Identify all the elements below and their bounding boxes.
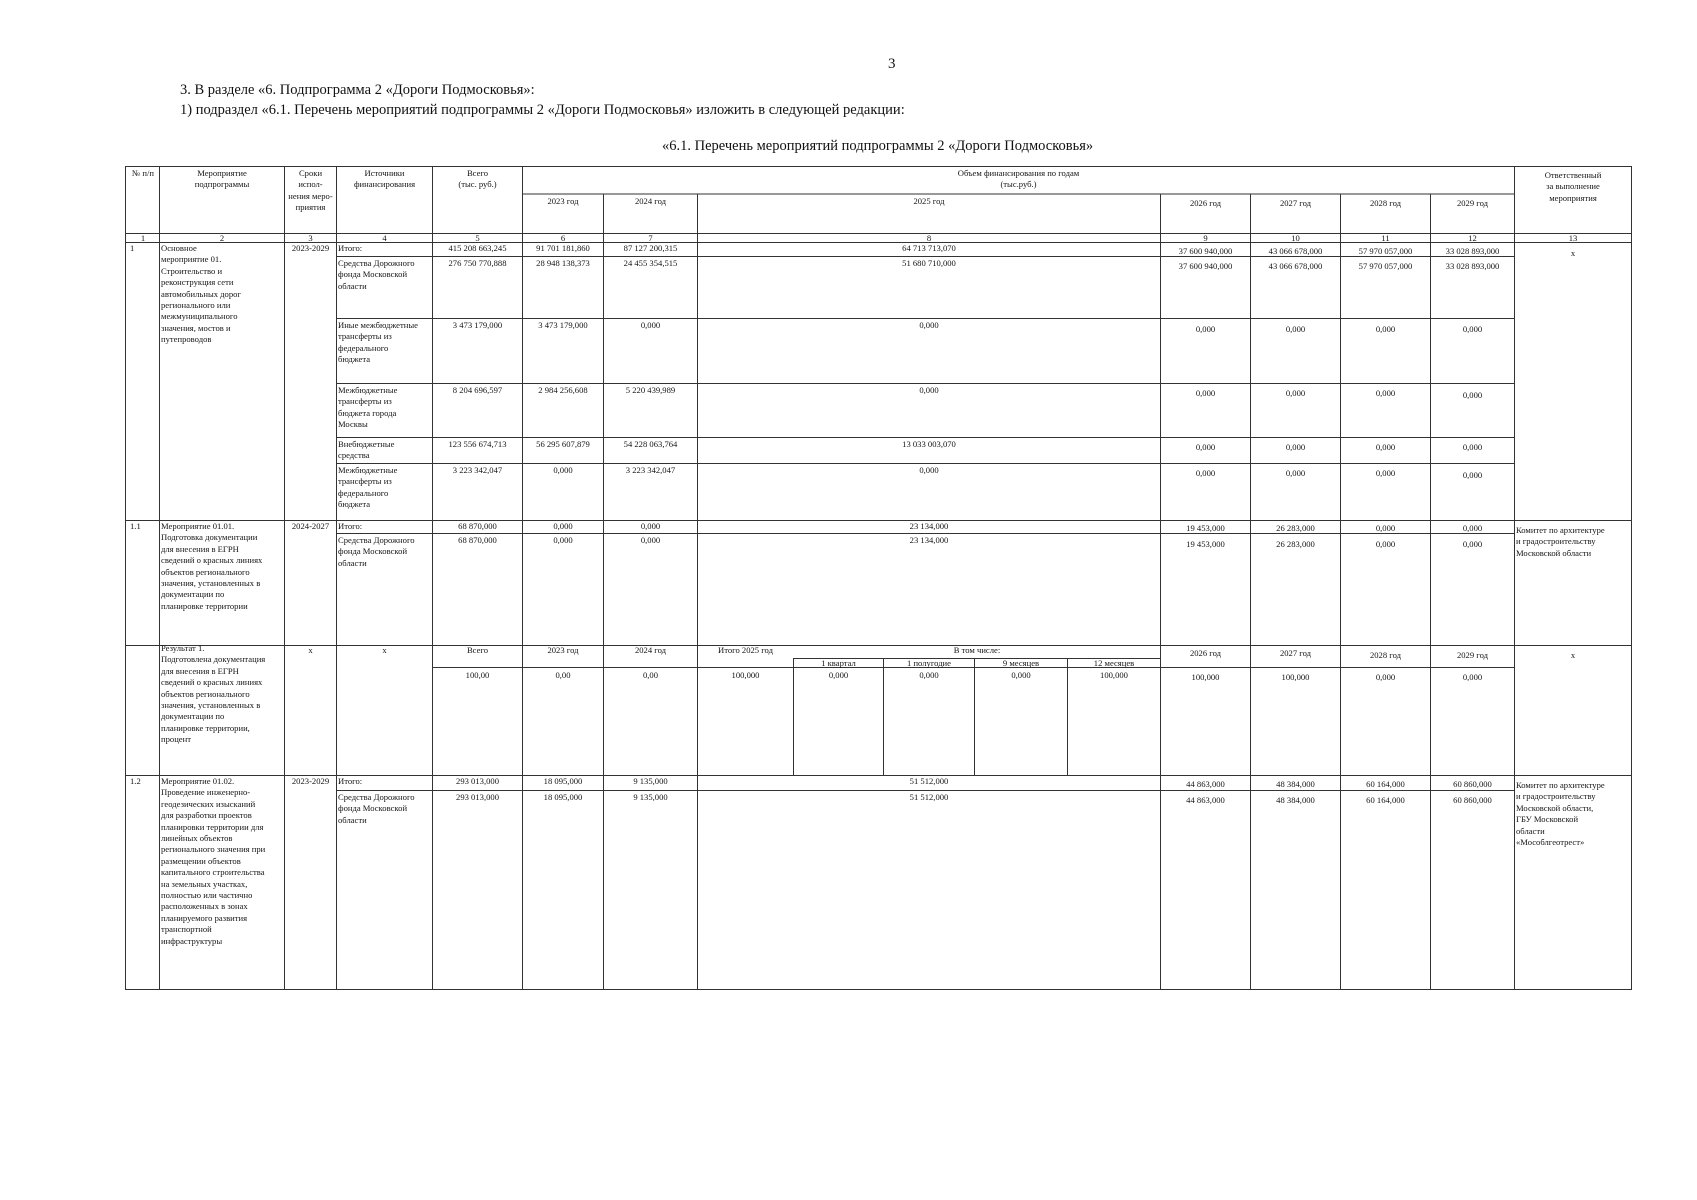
funding-2023: 0,000 (553, 535, 573, 545)
header-source: Источники финансирования (353, 168, 416, 190)
header-year-2029: 2029 год (1456, 198, 1489, 208)
result-name: Результат 1. Подготовлена документация для внесения в ЕГРН сведений о красных линиях объектов регионального значения, установленных в документации по планировке территории, процент (161, 643, 266, 745)
result-header-total: Всего (466, 645, 489, 655)
funding-total: 293 013,000 (456, 792, 499, 802)
funding-2028: 60 164,000 (1366, 795, 1405, 805)
funding-2024: 3 223 342,047 (625, 465, 676, 475)
result-header-including: В том числе: (953, 645, 1001, 655)
result-header-2027: 2027 год (1279, 648, 1312, 658)
funding-2029: 0,000 (1462, 523, 1483, 533)
result-value-2025: 100,000 (731, 670, 760, 680)
event-name: Мероприятие 01.02. Проведение инженерно- геодезических изысканий для разработки проектов планировки территории для линейных объектов регионального значения при размещении объектов капитального строительства на земельных участках, полностью или частично расположенных в зонах планируемого развития транспортной инфраструктуры (161, 776, 266, 946)
event-term: 2024-2027 (291, 521, 330, 531)
funding-2029: 0,000 (1462, 470, 1483, 480)
column-number: 6 (560, 233, 566, 243)
event-name: Мероприятие 01.01. Подготовка документации для внесения в ЕГРН сведений о красных линиях объектов регионального значения, установленных в документации по планировке территории (161, 521, 263, 611)
column-number: 4 (382, 233, 387, 243)
subsection-intro-line: 1) подраздел «6.1. Перечень мероприятий подпрограммы 2 «Дороги Подмосковья» изложить в следующей редакции: (180, 102, 905, 118)
funding-2023: 3 473 179,000 (538, 320, 588, 330)
funding-2025: 23 134,000 (909, 535, 949, 545)
funding-2029: 33 028 893,000 (1445, 261, 1500, 271)
header-responsible: Ответственный за выполнение мероприятия (1544, 170, 1602, 203)
funding-total: 3 223 342,047 (452, 465, 503, 475)
result-responsible: х (1570, 650, 1576, 660)
result-source: х (382, 645, 387, 655)
funding-2025: 13 033 003,070 (902, 439, 956, 449)
result-header-2023: 2023 год (547, 645, 579, 655)
funding-2025: 51 512,000 (909, 776, 949, 786)
funding-2026: 0,000 (1195, 324, 1216, 334)
funding-2028: 0,000 (1375, 539, 1396, 549)
header-year-2024: 2024 год (634, 196, 667, 206)
funding-2028: 0,000 (1375, 388, 1396, 398)
result-value-12m: 100,000 (1100, 670, 1128, 680)
funding-source-label: Межбюджетные трансферты из бюджета города Москвы (338, 385, 398, 430)
funding-2024: 9 135,000 (633, 776, 668, 786)
funding-source-label: Средства Дорожного фонда Московской области (338, 258, 415, 291)
funding-2025: 0,000 (919, 385, 939, 395)
result-header-q1: 1 квартал (821, 658, 856, 668)
event-name: Основное мероприятие 01. Строительство и реконструкция сети автомобильных дорог регионального или межмуниципального значения, мостов и путепроводов (161, 243, 241, 345)
column-number: 3 (308, 233, 313, 243)
header-volume: Объем финансирования по годам (тыс.руб.) (957, 168, 1080, 190)
column-number: 1 (140, 233, 146, 243)
funding-2029: 60 860,000 (1453, 779, 1492, 789)
header-term: Сроки испол- нения меро- приятия (288, 168, 333, 213)
funding-2028: 0,000 (1375, 523, 1396, 533)
funding-source-label: Межбюджетные трансферты из федерального бюджета (338, 465, 398, 510)
result-header-2024: 2024 год (634, 645, 667, 655)
funding-2024: 0,000 (640, 320, 661, 330)
event-term: 2023-2029 (291, 243, 330, 253)
funding-2028: 0,000 (1375, 442, 1396, 452)
result-header-h1: 1 полугодие (907, 658, 951, 668)
column-number: 10 (1291, 233, 1300, 243)
funding-2026: 44 863,000 (1186, 779, 1225, 789)
result-header-2029: 2029 год (1456, 650, 1489, 660)
funding-total: 123 556 674,713 (448, 439, 507, 449)
funding-2026: 0,000 (1195, 388, 1216, 398)
result-value-2023: 0,00 (555, 670, 571, 680)
column-number: 2 (219, 233, 225, 243)
header-total: Всего (тыс. руб.) (458, 168, 497, 190)
funding-total: 68 870,000 (458, 535, 497, 545)
column-number: 8 (926, 233, 932, 243)
header-year-2027: 2027 год (1279, 198, 1312, 208)
funding-2025: 64 713 713,070 (902, 243, 956, 253)
result-value-2024: 0,00 (642, 670, 659, 680)
funding-2024: 0,000 (640, 521, 661, 531)
funding-2024: 9 135,000 (633, 792, 668, 802)
result-value-total: 100,00 (465, 670, 490, 680)
funding-2029: 0,000 (1462, 442, 1483, 452)
funding-2027: 0,000 (1285, 442, 1306, 452)
funding-source-label: Внебюджетные средства (338, 439, 395, 461)
funding-2029: 60 860,000 (1453, 795, 1492, 805)
funding-2026: 19 453,000 (1186, 539, 1225, 549)
funding-2029: 0,000 (1462, 390, 1483, 400)
header-year-2026: 2026 год (1189, 198, 1222, 208)
column-number: 7 (648, 233, 653, 243)
funding-total: 276 750 770,888 (448, 258, 507, 268)
funding-2027: 48 384,000 (1276, 795, 1315, 805)
event-responsible: х (1570, 248, 1576, 258)
column-number: 12 (1468, 233, 1477, 243)
funding-2029: 33 028 893,000 (1445, 246, 1500, 256)
funding-2027: 26 283,000 (1276, 539, 1315, 549)
result-value-2027: 100,000 (1281, 672, 1310, 682)
funding-source-label: Средства Дорожного фонда Московской области (338, 535, 415, 568)
result-value-q1: 0,000 (828, 670, 849, 680)
funding-2023: 91 701 181,860 (536, 243, 590, 253)
funding-2029: 0,000 (1462, 324, 1483, 334)
result-value-9m: 0,000 (1011, 670, 1031, 680)
column-number: 5 (475, 233, 480, 243)
funding-source-label: Итого: (338, 776, 363, 786)
funding-2026: 19 453,000 (1186, 523, 1225, 533)
funding-2029: 0,000 (1462, 539, 1483, 549)
funding-2025: 23 134,000 (909, 521, 949, 531)
result-value-2028: 0,000 (1375, 672, 1396, 682)
header-year-2028: 2028 год (1369, 198, 1402, 208)
funding-2026: 37 600 940,000 (1178, 246, 1233, 256)
funding-2026: 44 863,000 (1186, 795, 1225, 805)
column-number: 11 (1381, 233, 1390, 243)
funding-2027: 48 384,000 (1276, 779, 1315, 789)
funding-2027: 43 066 678,000 (1268, 246, 1323, 256)
funding-2027: 0,000 (1285, 324, 1306, 334)
funding-2023: 28 948 138,373 (536, 258, 590, 268)
funding-2024: 24 455 354,515 (623, 258, 678, 268)
result-term: х (308, 645, 313, 655)
funding-2028: 57 970 057,000 (1358, 261, 1413, 271)
result-header-2026: 2026 год (1189, 648, 1222, 658)
funding-2027: 0,000 (1285, 388, 1306, 398)
funding-2028: 57 970 057,000 (1358, 246, 1413, 256)
funding-source-label: Итого: (338, 521, 363, 531)
header-event: Мероприятие подпрограммы (194, 168, 250, 190)
funding-2028: 60 164,000 (1366, 779, 1405, 789)
result-header-2028: 2028 год (1369, 650, 1402, 660)
funding-2027: 26 283,000 (1276, 523, 1315, 533)
funding-2028: 0,000 (1375, 468, 1396, 478)
funding-source-label: Иные межбюджетные трансферты из федерального бюджета (338, 320, 418, 365)
funding-2027: 0,000 (1285, 468, 1306, 478)
section-intro-line: 3. В разделе «6. Подпрограмма 2 «Дороги Подмосковья»: (180, 82, 535, 98)
header-year-2025: 2025 год (913, 196, 945, 206)
funding-2025: 51 512,000 (909, 792, 949, 802)
funding-2023: 18 095,000 (543, 776, 583, 786)
result-header-12m: 12 месяцев (1093, 658, 1135, 668)
funding-2023: 18 095,000 (543, 792, 583, 802)
funding-2024: 87 127 200,315 (623, 243, 678, 253)
funding-2026: 37 600 940,000 (1178, 261, 1233, 271)
funding-2023: 0,000 (553, 465, 573, 475)
funding-2028: 0,000 (1375, 324, 1396, 334)
result-header-2025: Итого 2025 год (718, 645, 773, 655)
event-responsible: Комитет по архитектуре и градостроительству Московской области, ГБУ Московской области «Мособлгеотрест» (1516, 780, 1605, 848)
row-number: 1.1 (130, 521, 141, 531)
column-number: 9 (1203, 233, 1208, 243)
row-number: 1 (130, 243, 135, 253)
page-number: 3 (888, 56, 896, 72)
row-number: 1.2 (130, 776, 141, 786)
table-title: «6.1. Перечень мероприятий подпрограммы 2 «Дороги Подмосковья» (662, 138, 1094, 154)
result-header-9m: 9 месяцев (1002, 658, 1040, 668)
result-value-h1: 0,000 (919, 670, 939, 680)
funding-2025: 51 680 710,000 (902, 258, 956, 268)
funding-total: 3 473 179,000 (452, 320, 503, 330)
header-year-2023: 2023 год (547, 196, 579, 206)
funding-2024: 5 220 439,989 (625, 385, 676, 395)
funding-2023: 0,000 (553, 521, 573, 531)
funding-2024: 0,000 (640, 535, 661, 545)
funding-2025: 0,000 (919, 320, 939, 330)
funding-source-label: Средства Дорожного фонда Московской области (338, 792, 415, 825)
funding-2026: 0,000 (1195, 442, 1216, 452)
funding-total: 293 013,000 (456, 776, 499, 786)
column-number: 13 (1568, 233, 1578, 243)
funding-2026: 0,000 (1195, 468, 1216, 478)
event-responsible: Комитет по архитектуре и градостроительству Московской области (1516, 525, 1605, 558)
funding-total: 415 208 663,245 (448, 243, 507, 253)
funding-source-label: Итого: (338, 243, 363, 253)
funding-2024: 54 228 063,764 (623, 439, 678, 449)
funding-2027: 43 066 678,000 (1268, 261, 1323, 271)
result-value-2026: 100,000 (1191, 672, 1220, 682)
funding-total: 8 204 696,597 (452, 385, 503, 395)
result-value-2029: 0,000 (1462, 672, 1483, 682)
funding-2023: 56 295 607,879 (536, 439, 590, 449)
funding-2025: 0,000 (919, 465, 939, 475)
event-term: 2023-2029 (291, 776, 330, 786)
funding-2023: 2 984 256,608 (538, 385, 588, 395)
header-number: № п/п (132, 168, 154, 178)
funding-total: 68 870,000 (458, 521, 497, 531)
